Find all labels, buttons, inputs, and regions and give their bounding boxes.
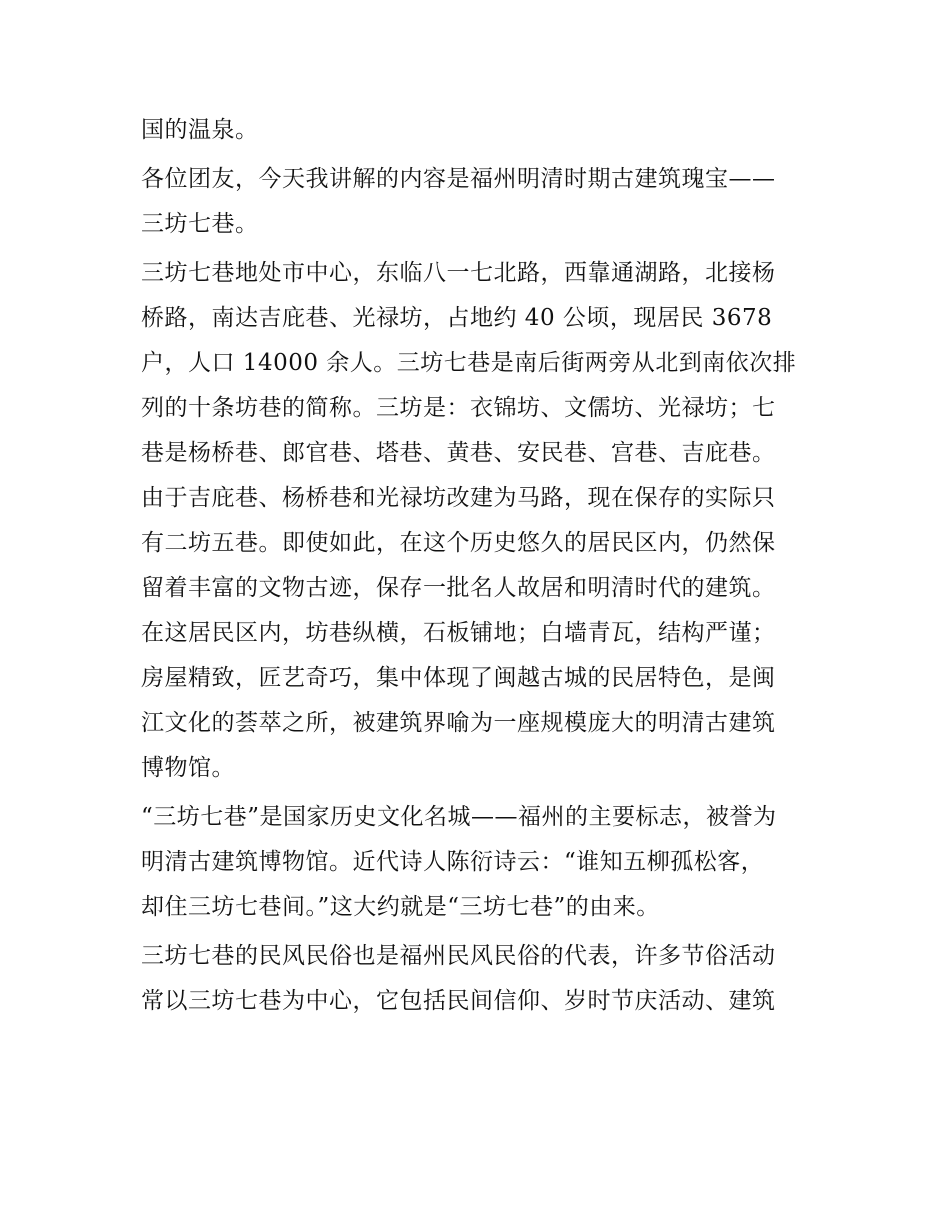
text-line: 三坊七巷的民风民俗也是福州民风民俗的代表，许多节俗活动 — [141, 943, 776, 969]
text-line: 房屋精致，匠艺奇巧，集中体现了闽越古城的民居特色，是闽 — [141, 665, 776, 691]
paragraph-2 — [141, 157, 813, 247]
text-line: 桥路，南达吉庇巷、光禄坊，占地约 40 公顷，现居民 3678 — [141, 305, 773, 331]
text-line: 博物馆。 — [141, 755, 235, 781]
text-line: 各位团友，今天我讲解的内容是福州明清时期古建筑瑰宝—— — [141, 166, 776, 192]
document-page — [141, 108, 813, 1024]
text-line: 明清古建筑博物馆。近代诗人陈衍诗云：“谁知五柳孤松客， — [141, 849, 765, 875]
text-line: 却住三坊七巷间。”这大约就是“三坊七巷”的由来。 — [141, 894, 660, 920]
paragraph-3 — [141, 251, 813, 791]
paragraph-4 — [141, 795, 813, 930]
text-line: 巷是杨桥巷、郎官巷、塔巷、黄巷、安民巷、宫巷、吉庇巷。 — [141, 440, 776, 466]
text-line: 国的温泉。 — [141, 117, 259, 143]
text-line: 江文化的荟萃之所，被建筑界喻为一座规模庞大的明清古建筑 — [141, 710, 776, 736]
text-line: 三坊七巷地处市中心，东临八一七北路，西靠通湖路，北接杨 — [141, 260, 776, 286]
text-line: 户，人口 14000 余人。三坊七巷是南后街两旁从北到南依次排 — [141, 350, 797, 376]
text-line: “三坊七巷”是国家历史文化名城——福州的主要标志，被誉为 — [141, 804, 777, 830]
text-line: 常以三坊七巷为中心，它包括民间信仰、岁时节庆活动、建筑 — [141, 988, 776, 1014]
text-line: 留着丰富的文物古迹，保存一批名人故居和明清时代的建筑。 — [141, 575, 776, 601]
paragraph-5 — [141, 934, 813, 1024]
text-line: 由于吉庇巷、杨桥巷和光禄坊改建为马路，现在保存的实际只 — [141, 485, 776, 511]
text-line: 在这居民区内，坊巷纵横，石板铺地；白墙青瓦，结构严谨； — [141, 620, 776, 646]
text-line: 有二坊五巷。即使如此，在这个历史悠久的居民区内，仍然保 — [141, 530, 776, 556]
paragraph-1 — [141, 108, 813, 153]
text-line: 三坊七巷。 — [141, 211, 259, 237]
text-line: 列的十条坊巷的简称。三坊是：衣锦坊、文儒坊、光禄坊；七 — [141, 395, 776, 421]
